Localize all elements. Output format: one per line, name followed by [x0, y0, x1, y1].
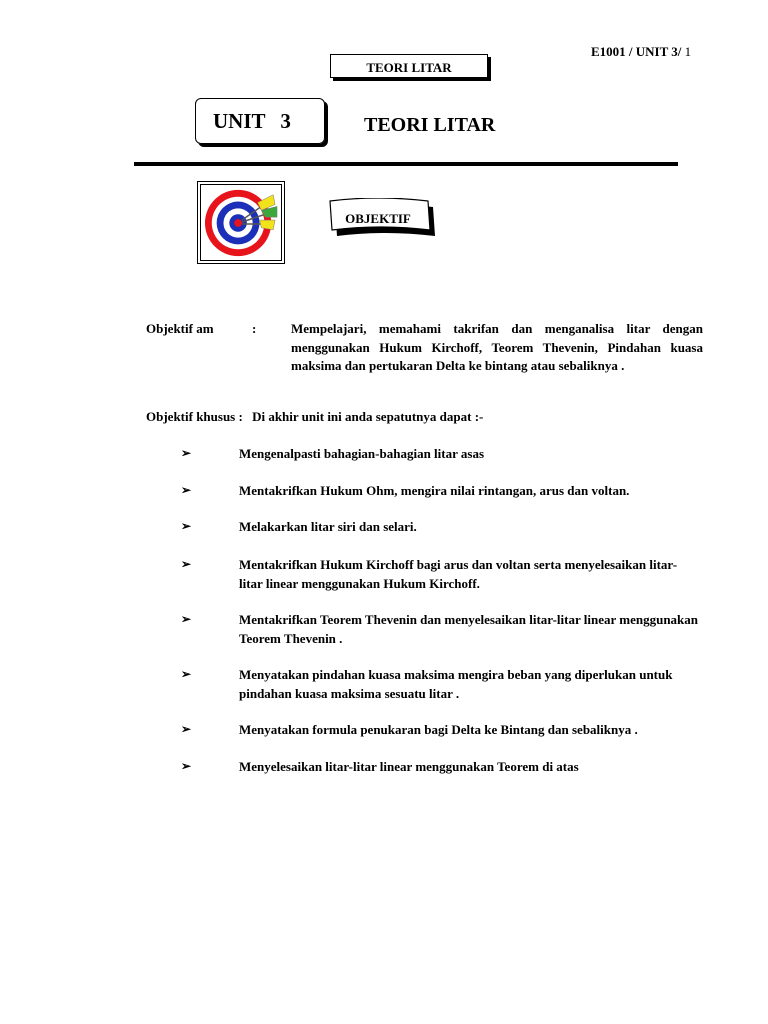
list-item: Melakarkan litar siri dan selari.	[239, 519, 417, 534]
dartboard-target-icon	[201, 185, 281, 260]
objektif-am-text: Mempelajari, memahami takrifan dan menganalisa litar dengan menggunakan Hukum Kirchoff, Teorem Thevenin, Pindahan kuasa maksima dan pertukaran Delta ke bintang atau sebaliknya .	[291, 321, 703, 373]
list-bullet: ➢	[181, 759, 192, 773]
title-divider	[134, 162, 678, 166]
list-bullet: ➢	[181, 483, 192, 497]
page-number: 1	[684, 44, 692, 59]
objektif-am-label: Objektif am	[146, 321, 214, 336]
page-reference	[591, 44, 691, 60]
list-bullet: ➢	[181, 446, 192, 460]
target-image-frame	[197, 181, 285, 264]
objektif-khusus-label: Objektif khusus :	[146, 409, 243, 424]
list-item: Menyatakan pindahan kuasa maksima mengira beban yang diperlukan untuk pindahan kuasa maksima sesuatu litar .	[239, 667, 673, 701]
list-item: Menyatakan formula penukaran bagi Delta ke Bintang dan sebaliknya .	[239, 722, 638, 737]
page-ref-code: E1001 / UNIT 3/	[591, 44, 682, 59]
page-title: TEORI LITAR	[364, 114, 496, 136]
list-bullet: ➢	[181, 667, 192, 681]
list-bullet: ➢	[181, 612, 192, 626]
list-bullet: ➢	[181, 519, 192, 533]
list-item: Menyelesaikan litar-litar linear menggunakan Teorem di atas	[239, 759, 579, 774]
list-item: Mengenalpasti bahagian-bahagian litar asas	[239, 446, 485, 461]
objektif-label: OBJEKTIF	[345, 211, 411, 226]
unit-box	[195, 98, 325, 144]
header-title: TEORI LITAR	[366, 60, 452, 75]
objektif-am-colon: :	[252, 321, 257, 336]
unit-label: UNIT	[213, 109, 266, 133]
list-bullet: ➢	[181, 722, 192, 736]
unit-number: 3	[280, 109, 291, 133]
list-item: Mentakrifkan Hukum Ohm, mengira nilai rintangan, arus dan voltan.	[239, 483, 630, 498]
objektif-khusus-intro: Di akhir unit ini anda sepatutnya dapat :-	[252, 409, 484, 424]
header-title-box	[330, 54, 488, 78]
list-item: Mentakrifkan Hukum Kirchoff bagi arus dan voltan serta menyelesaikan litar-litar linear menggunakan Hukum Kirchoff.	[239, 557, 678, 591]
objektif-khusus-row	[146, 408, 483, 427]
objektif-banner	[326, 198, 436, 244]
list-item: Mentakrifkan Teorem Thevenin dan menyelesaikan litar-litar linear menggunakan Teorem Thevenin .	[239, 612, 699, 646]
list-bullet: ➢	[181, 557, 192, 571]
